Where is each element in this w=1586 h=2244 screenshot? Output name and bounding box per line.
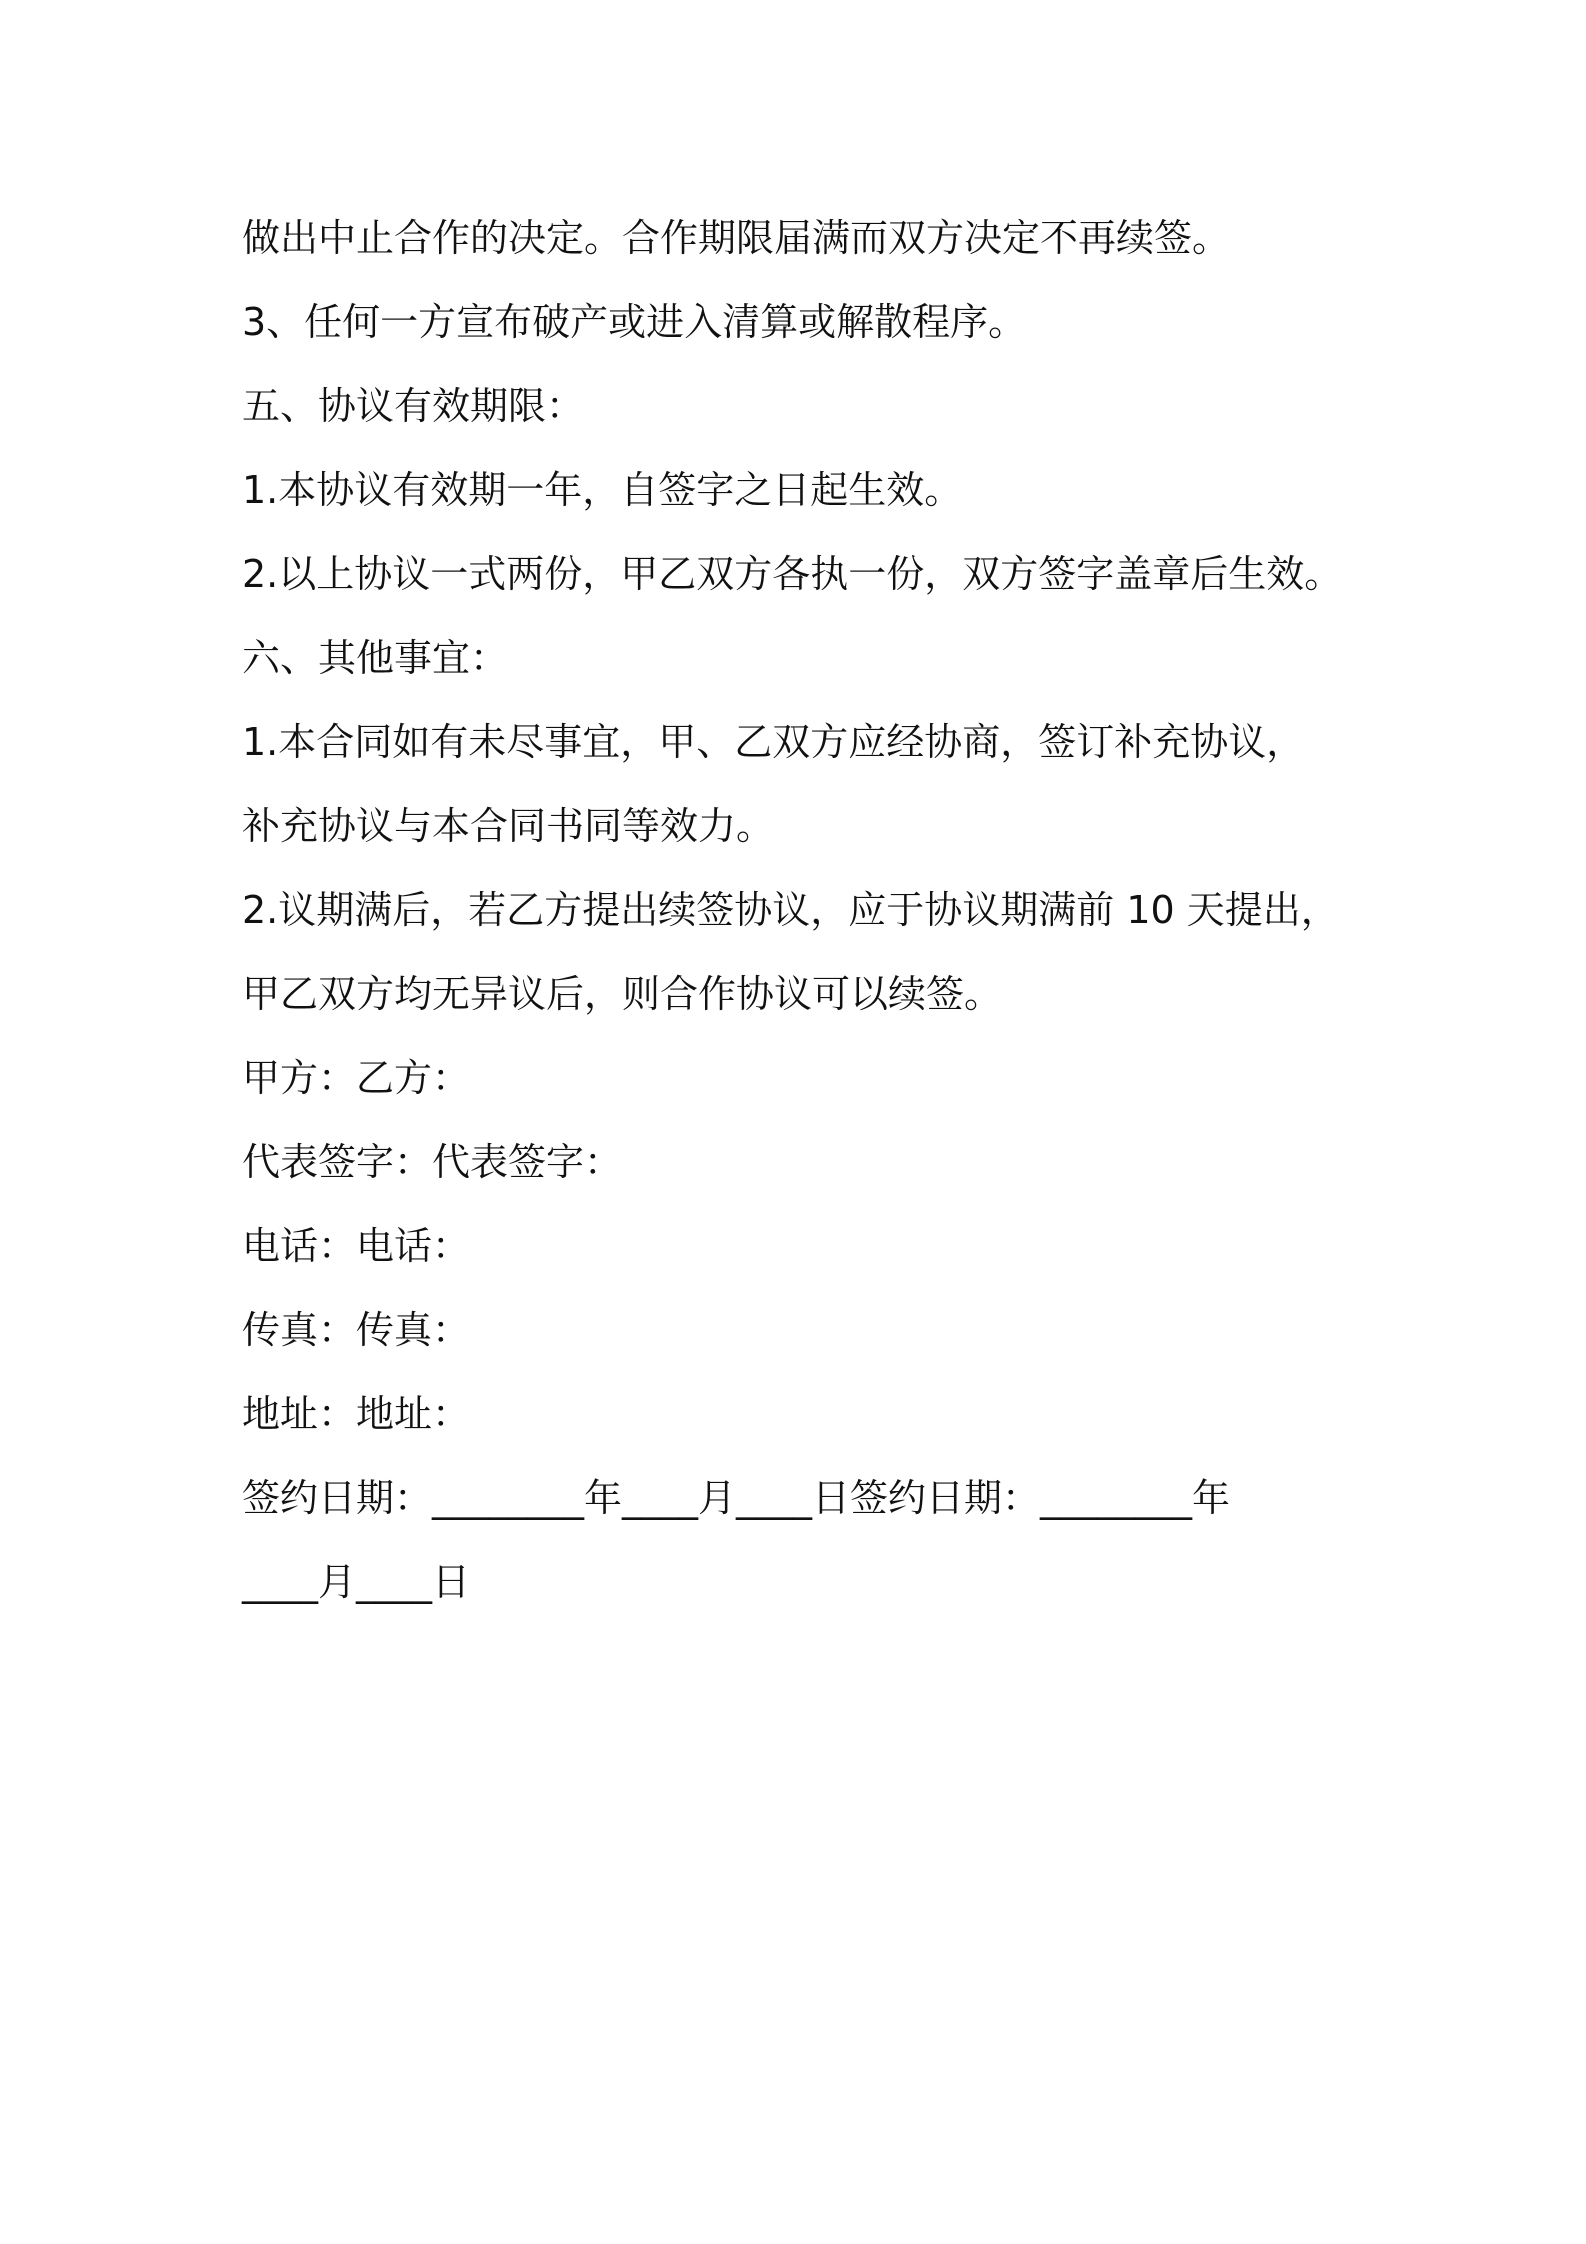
signing-date-line-2: ____月____日 xyxy=(242,1560,471,1604)
address-field: 地址：地址： xyxy=(242,1392,471,1436)
other-item-1-line-2: 补充协议与本合同书同等效力。 xyxy=(242,804,775,848)
validity-item-2: 2.以上协议一式两份，甲乙双方各执一份，双方签字盖章后生效。 xyxy=(242,552,1343,596)
fax-field: 传真：传真： xyxy=(242,1308,471,1352)
phone-field: 电话：电话： xyxy=(242,1224,471,1268)
other-item-2-line-2: 甲乙双方均无异议后，则合作协议可以续签。 xyxy=(242,972,1003,1016)
clause-continuation-text: 做出中止合作的决定。合作期限届满而双方决定不再续签。 xyxy=(242,216,1231,260)
other-item-1-line-1: 1.本合同如有未尽事宜，甲、乙双方应经协商，签订补充协议， xyxy=(242,720,1305,764)
section-heading-validity-period: 五、协议有效期限： xyxy=(242,384,585,428)
validity-item-1: 1.本协议有效期一年，自签字之日起生效。 xyxy=(242,468,963,512)
section-heading-other-matters: 六、其他事宜： xyxy=(242,636,509,680)
signing-date-line-1: 签约日期：________年____月____日签约日期：________年 xyxy=(242,1476,1231,1520)
document-body xyxy=(242,196,1372,1624)
other-item-2-line-1: 2.议期满后，若乙方提出续签协议，应于协议期满前 10 天提出， xyxy=(242,888,1339,932)
representative-signature-field: 代表签字：代表签字： xyxy=(242,1140,623,1184)
party-names-field: 甲方：乙方： xyxy=(242,1056,471,1100)
clause-item-3: 3、任何一方宣布破产或进入清算或解散程序。 xyxy=(242,300,1027,344)
